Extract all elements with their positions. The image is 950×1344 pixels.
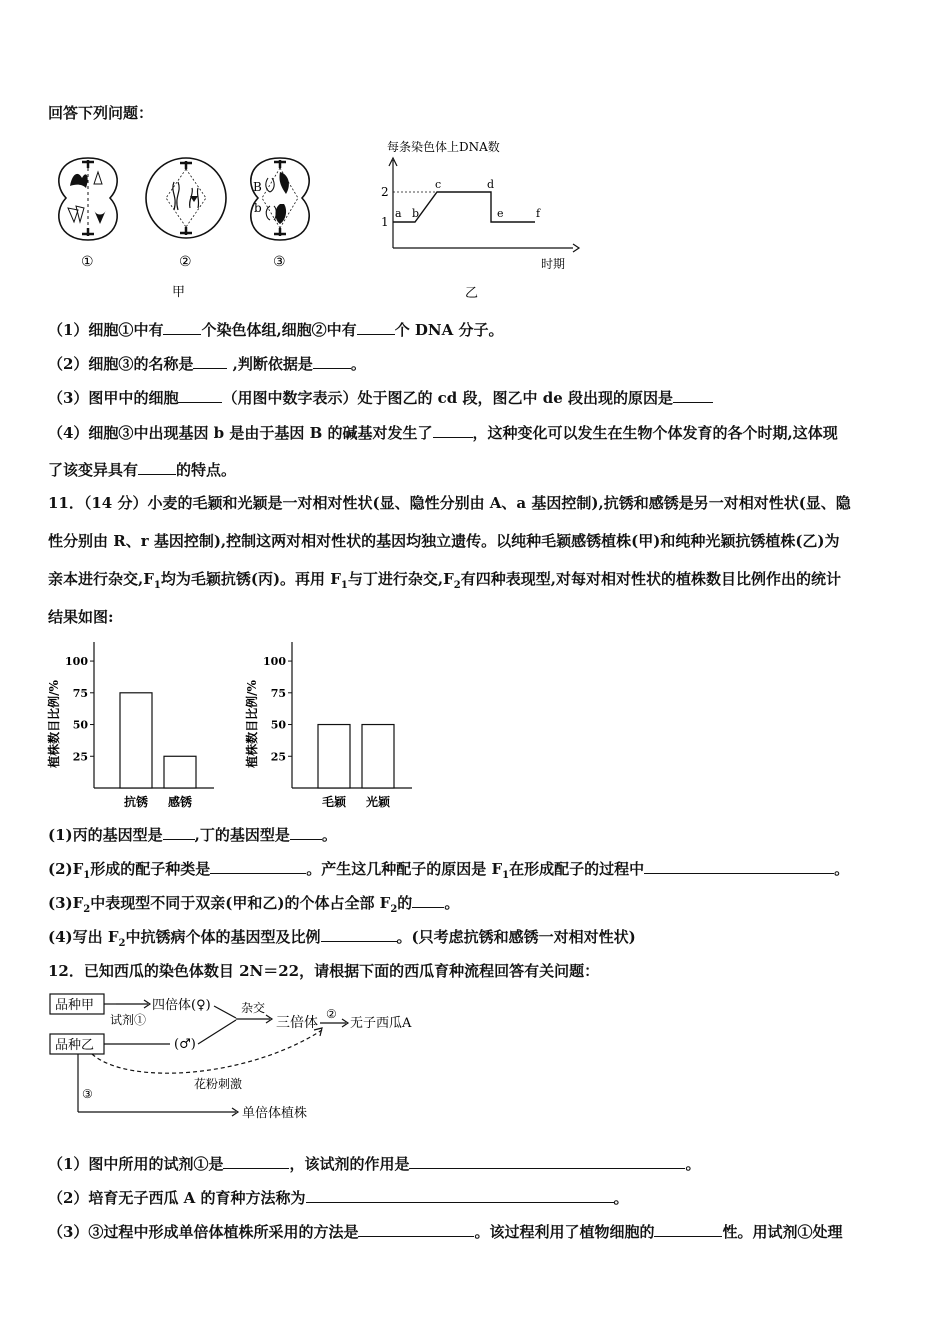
y-tick-label: 75 <box>270 686 286 700</box>
figure-yi <box>375 138 605 303</box>
male-label: (♂) <box>174 1037 196 1052</box>
y-tick-label: 100 <box>263 655 286 669</box>
intro-text: 回答下列问题： <box>48 104 154 122</box>
breeding-flowchart <box>48 990 448 1130</box>
answer-blank[interactable] <box>673 387 713 403</box>
category-label: 毛颖 <box>321 795 347 809</box>
q12-sub3: （3）③过程中形成单倍体植株所采用的方法是 。该过程利用了植物细胞的 性。用试剂①处理 <box>48 1223 843 1241</box>
answer-blank[interactable] <box>290 824 322 840</box>
cell-2-label: ② <box>179 254 192 270</box>
allele-b-label: b <box>254 201 262 215</box>
cell-1-label: ① <box>81 254 94 270</box>
step3-label: ③ <box>82 1087 93 1101</box>
q11-sub3: $(3)F_2$中表现型不同于双亲(甲和乙)的个体占全部 $F_2$的 。 <box>48 894 460 915</box>
q11-line4: 结果如图: <box>48 608 114 626</box>
q12-title: 12．已知西瓜的染色体数目 2N＝22，请根据下面的西瓜育种流程回答有关问题： <box>48 962 600 980</box>
q12-sub1: （1）图中所用的试剂①是 ，该试剂的作用是 。 <box>48 1155 701 1173</box>
answer-blank[interactable] <box>654 1221 722 1237</box>
answer-blank[interactable] <box>163 824 195 840</box>
q12-sub2: （2）培育无子西瓜 A 的育种方法称为 。 <box>48 1189 629 1207</box>
y-tick-label: 25 <box>72 750 88 764</box>
point-a: a <box>395 207 402 220</box>
seedless-label: 无子西瓜A <box>350 1016 412 1031</box>
q11-sub2: $(2)F_1$形成的配子种类是 。产生这几种配子的原因是 $F_1$在形成配子的过程中 。 <box>48 860 850 881</box>
ytick-2: 2 <box>381 185 389 199</box>
q11-sub1: (1)丙的基因型是 ,丁的基因型是 。 <box>48 826 337 844</box>
category-label: 抗锈 <box>123 795 149 809</box>
figure-jia-label: 甲 <box>172 285 186 300</box>
answer-blank[interactable] <box>433 422 473 438</box>
answer-blank[interactable] <box>357 319 395 335</box>
answer-blank[interactable] <box>193 353 227 369</box>
point-b: b <box>412 207 420 220</box>
q11-line1: 11．（14 分）小麦的毛颖和光颖是一对相对性状(显、隐性分别由 A、a 基因控制),抗锈和感锈是另一对相对性状(显、隐 <box>48 494 851 512</box>
answer-blank[interactable] <box>644 858 834 874</box>
pollen-label: 花粉刺激 <box>194 1077 243 1091</box>
figure-yi-ylabel: 每条染色体上DNA数 <box>387 140 500 154</box>
q10-sub4: （4）细胞③中出现基因 b 是由于基因 B 的碱基对发生了 ，这种变化可以发生在生物个体发育的各个时期,这体现 <box>48 424 838 442</box>
allele-B-label: B <box>253 180 262 194</box>
tetraploid-label: 四倍体(♀) <box>152 998 211 1013</box>
answer-blank[interactable] <box>223 1153 289 1169</box>
answer-blank[interactable] <box>321 926 397 942</box>
figure-jia <box>48 148 338 303</box>
q11-line2: 性分别由 R、r 基因控制),控制这两对相对性状的基因均独立遗传。以纯种毛颖感锈植株(甲)和纯种光颖抗锈植株(乙)为 <box>48 532 840 550</box>
point-d: d <box>487 178 495 191</box>
cell-3-label: ③ <box>273 254 286 270</box>
bar-1 <box>120 693 152 788</box>
bar-chart-rust <box>44 636 224 814</box>
bar-2 <box>362 725 394 788</box>
answer-blank[interactable] <box>178 387 222 403</box>
reagent-label: 试剂① <box>110 1013 147 1027</box>
q10-sub1: （1）细胞①中有 个染色体组,细胞②中有 个 DNA 分子。 <box>48 321 504 339</box>
y-tick-label: 25 <box>270 750 286 764</box>
point-e: e <box>497 207 504 220</box>
cross-label: 杂交 <box>241 1001 266 1015</box>
q10-sub2: （2）细胞③的名称是 ,判断依据是 。 <box>48 355 366 373</box>
y-tick-label: 50 <box>72 718 88 732</box>
y-axis-label: 植株数目比例/% <box>47 680 61 768</box>
answer-blank[interactable] <box>306 1187 614 1203</box>
ytick-1: 1 <box>381 215 389 229</box>
answer-blank[interactable] <box>358 1221 474 1237</box>
y-tick-label: 75 <box>72 686 88 700</box>
triploid-label: 三倍体 <box>276 1015 318 1031</box>
q10-sub3: （3）图甲中的细胞 （用图中数字表示）处于图乙的 cd 段，图乙中 de 段出现的原因是 <box>48 387 713 408</box>
answer-blank[interactable] <box>412 892 444 908</box>
variety-b: 品种乙 <box>55 1038 95 1053</box>
figure-yi-xlabel: 时期 <box>541 257 566 271</box>
answer-blank[interactable] <box>210 858 306 874</box>
bar-2 <box>164 756 196 788</box>
q11-sub4: (4)写出 $F_2$中抗锈病个体的基因型及比例 。(只考虑抗锈和感锈一对相对性状) <box>48 928 636 949</box>
category-label: 感锈 <box>167 795 193 809</box>
y-axis-label: 植株数目比例/% <box>245 680 259 768</box>
point-c: c <box>435 178 442 191</box>
step2-label: ② <box>326 1007 337 1021</box>
answer-blank[interactable] <box>163 319 201 335</box>
answer-blank[interactable] <box>409 1153 685 1169</box>
variety-a: 品种甲 <box>55 998 95 1013</box>
figure-yi-label: 乙 <box>465 286 479 301</box>
q11-line3: 亲本进行杂交$,F_1$均为毛颖抗锈(丙)。再用 $F_1$与丁进行杂交$,F_2$有四种表现型,对每对相对性状的植株数目比例作出的统计 <box>48 570 841 591</box>
answer-blank[interactable] <box>138 459 176 475</box>
category-label: 光颖 <box>365 795 391 809</box>
bar-chart-glume <box>242 636 422 814</box>
answer-blank[interactable] <box>313 353 351 369</box>
y-tick-label: 50 <box>270 718 286 732</box>
haploid-label: 单倍体植株 <box>242 1106 308 1121</box>
point-f: f <box>536 207 541 220</box>
y-tick-label: 100 <box>65 655 88 669</box>
bar-1 <box>318 725 350 788</box>
q10-sub4-cont: 了该变异具有 的特点。 <box>48 461 237 479</box>
